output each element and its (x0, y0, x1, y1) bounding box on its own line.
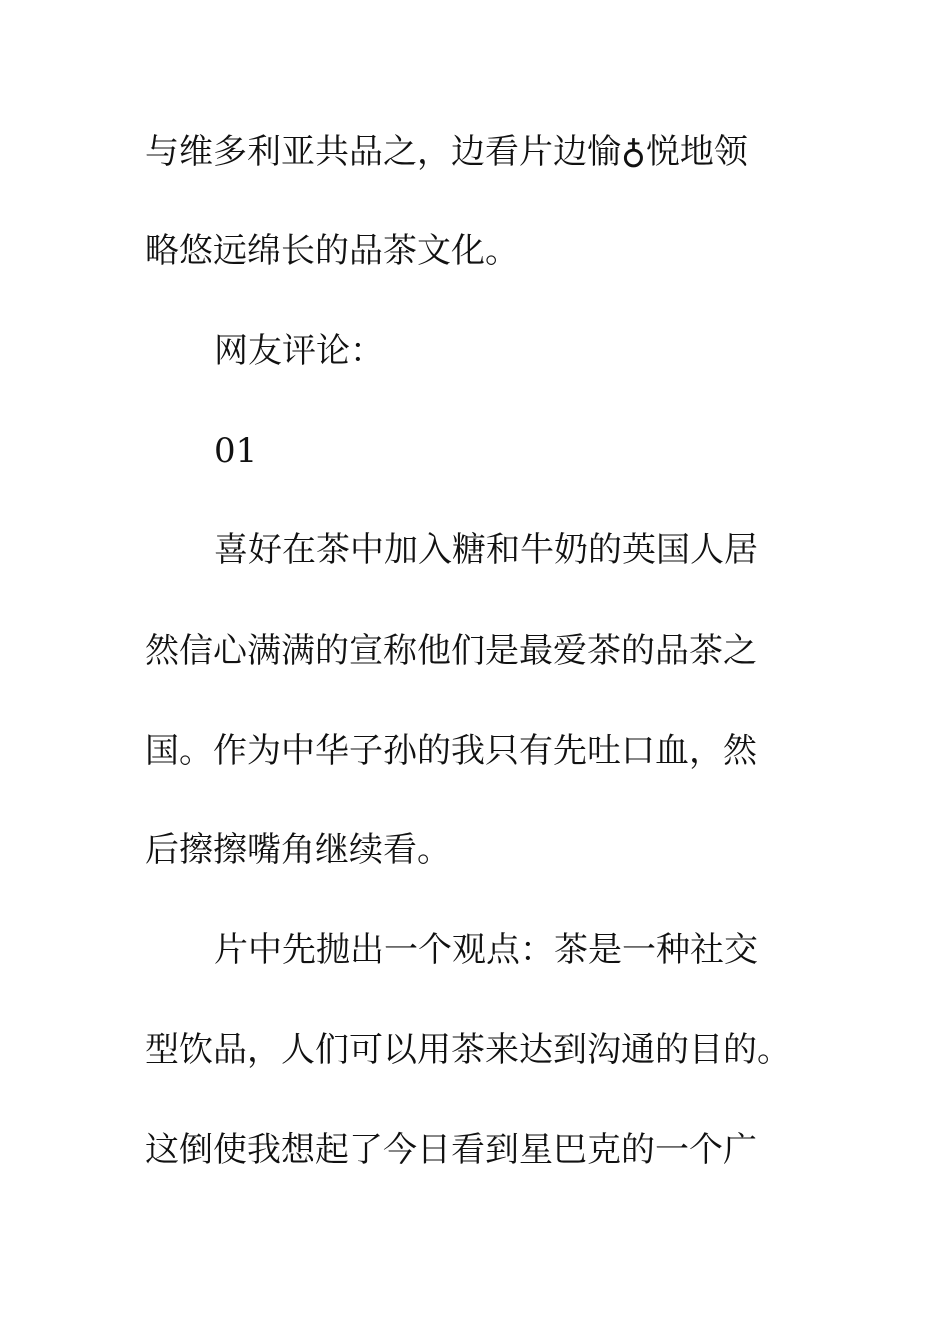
comment-number: 01 (214, 431, 258, 471)
text-line: 国。作为中华子孙的我只有先吐口血，然 (145, 731, 757, 771)
text-line: 片中先抛出一个观点：茶是一种社交 (214, 930, 758, 970)
text-line: 这倒使我想起了今日看到星巴克的一个广 (145, 1130, 757, 1170)
text-line: 型饮品，人们可以用茶来达到沟通的目的。 (145, 1030, 791, 1070)
text-line: 后擦擦嘴角继续看。 (145, 830, 451, 870)
text-line: 喜好在茶中加入糖和牛奶的英国人居 (214, 530, 758, 570)
text-line: 然信心满满的宣称他们是最爱茶的品茶之 (145, 631, 757, 671)
text-line: 略悠远绵长的品茶文化。 (145, 231, 519, 271)
section-heading: 网友评论： (214, 331, 384, 371)
text-line: 与维多利亚共品之，边看片边愉♁悦地领 (145, 132, 748, 172)
